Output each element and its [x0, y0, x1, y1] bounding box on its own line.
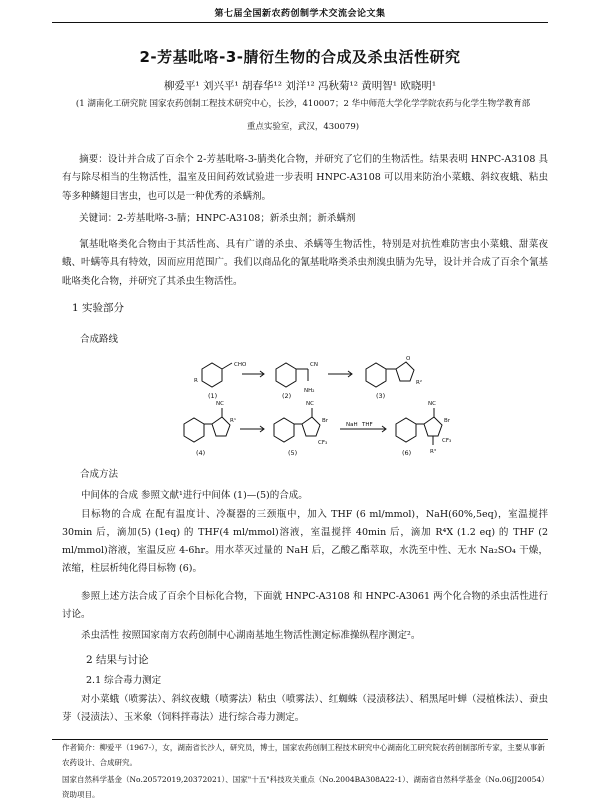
introduction: 氰基吡咯类化合物由于其活性高、具有广谱的杀虫、杀螨等生物活性，特别是对抗性难防害虫小菜蛾、甜菜夜蛾、叶螨等具有特效，因而应用范围广。我们以商品化的氰基吡咯类杀虫剂溴虫腈为先导，设计并合成了百余个氰基吡咯类化合物，并研究了其杀虫生物活性。	[62, 239, 548, 287]
keywords-text: 2-芳基吡咯-3-腈；HNPC-A3108；新杀虫剂；新杀螨剂	[117, 213, 356, 224]
section-2-1-heading: 2.1 综合毒力测定	[86, 675, 162, 686]
paper-title: 2-芳基吡咯-3-腈衍生物的合成及杀虫活性研究	[139, 48, 461, 66]
substituent-cn: CN	[310, 362, 318, 368]
intermediate-synthesis: 中间体的合成 参照文献¹进行中间体 (1)—(5)的合成。	[81, 490, 308, 501]
compound-4-structure	[184, 408, 230, 442]
section-1-heading: 1 实验部分	[72, 302, 125, 314]
substituent-r3-6: R³	[430, 449, 437, 455]
insecticidal-activity: 杀虫活性 按照国家南方农药创制中心湖南基地生物活性测定标准操纵程序测定²。	[81, 630, 421, 641]
keywords-label: 关键词：	[79, 213, 118, 224]
label-compound-5: (5)	[288, 449, 298, 457]
affiliation-line-2: 重点实验室，武汉，430079)	[246, 122, 360, 132]
substituent-r-1: R	[194, 378, 198, 384]
reagent-nh2: NH₂	[304, 388, 315, 394]
substituent-cf3-6: CF₃	[442, 438, 452, 444]
toxicity-paragraph: 对小菜蛾（喷雾法）、斜纹夜蛾（喷雾法）粘虫（喷雾法）、红蜘蛛（浸渍移法）、稻黑尾叶蝉（浸植株法）、蚕虫芽（浸渍法）、玉米象（饲料拌毒法）进行综合毒力测定。	[62, 694, 548, 723]
section-2-heading: 2 结果与讨论	[86, 654, 149, 666]
footnote-rule	[52, 739, 548, 740]
target-synthesis: 目标物的合成 在配有温度计、冷凝器的三颈瓶中，加入 THF (6 ml/mmol)，NaH(60%,5eq)，室温搅拌 30min 后，滴加(5) (1eq) 的 THF(4 ml/mmol)溶液，室温搅拌 40min 后，滴加 R⁴X (1.2 eq) 的 THF (2 ml/mmol)溶液，室温反应 4-6hr。用水萃灭过量的 NaH 后，乙酸乙酯萃取，水洗至中性、无水 Na₂SO₄ 干燥，浓缩，柱层析纯化得目标物 (6)。	[62, 509, 548, 574]
abstract	[62, 151, 548, 206]
label-compound-2: (2)	[282, 392, 292, 400]
author-list: 柳爱平¹ 刘兴平¹ 胡春华¹² 刘洋¹² 冯秋菊¹² 黄明智¹ 欧晓明¹	[163, 80, 437, 92]
substituent-nc-6: NC	[428, 401, 436, 407]
keywords	[62, 210, 548, 228]
substituent-r2: R²	[416, 380, 423, 386]
substituent-cho: CHO	[234, 362, 247, 368]
method-label: 合成方法	[80, 469, 119, 480]
header-rule	[52, 22, 548, 23]
author-footnote: 作者简介：柳爱平（1967-），女，湖南省长沙人，研究员，博士，国家农药创制工程技术研究中心湖南化工研究院农药创制部所专家，主要从事新农药设计、合成研究。	[62, 743, 545, 767]
compound-1-structure	[202, 363, 232, 387]
compound-3-structure	[366, 362, 414, 387]
route-label: 合成路线	[80, 334, 119, 345]
affiliation-line-1: (1 湖南化工研究院 国家农药创制工程技术研究中心，长沙，410007；2 华中师范大学化学学院农药与化学生物学教育部	[75, 99, 531, 109]
label-compound-4: (4)	[196, 449, 206, 457]
label-compound-6: (6)	[402, 449, 412, 457]
label-compound-3: (3)	[376, 392, 386, 400]
substituent-nc-5: NC	[306, 401, 314, 407]
compound-6-structure	[396, 408, 442, 445]
substituent-o: O	[406, 356, 411, 362]
abstract-label: 摘要：	[79, 154, 108, 165]
reagent-thf: THF	[362, 422, 373, 428]
reagent-nah: NaH	[346, 422, 358, 428]
substituent-br-6: Br	[444, 418, 451, 424]
substituent-r1-4: R¹	[230, 418, 237, 424]
running-header: 第七届全国新农药创制学术交流会论文集	[214, 9, 386, 19]
funding-footnote: 国家自然科学基金（No.20572019,20372021）、国家"十五"科技攻关重点（No.2004BA308A22-1）、湖南省自然科学基金（No.06JJ20054）资助项目。	[62, 775, 545, 799]
substituent-cf3-5: CF₃	[318, 440, 328, 446]
compound-2-structure	[276, 363, 308, 387]
abstract-text: 设计并合成了百余个 2-芳基吡咯-3-腈类化合物，并研究了它们的生物活性。结果表明 HNPC-A3108 具有与除尽相当的生物活性，温室及田间药效试验进一步表明 HNPC-A3108 可以用来防治小菜蛾、斜纹夜蛾、粘虫等多种鳞翅目害虫，也可以是一种优秀的杀螨剂。	[62, 154, 548, 202]
compound-5-structure	[274, 408, 320, 442]
substituent-br-5: Br	[322, 418, 329, 424]
reaction-scheme	[180, 352, 560, 464]
substituent-nc-4: NC	[216, 401, 224, 407]
label-compound-1: (1)	[208, 392, 218, 400]
synthesis-summary: 参照上述方法合成了百余个目标化合物，下面就 HNPC-A3108 和 HNPC-A3061 两个化合物的杀虫活性进行讨论。	[62, 591, 548, 620]
